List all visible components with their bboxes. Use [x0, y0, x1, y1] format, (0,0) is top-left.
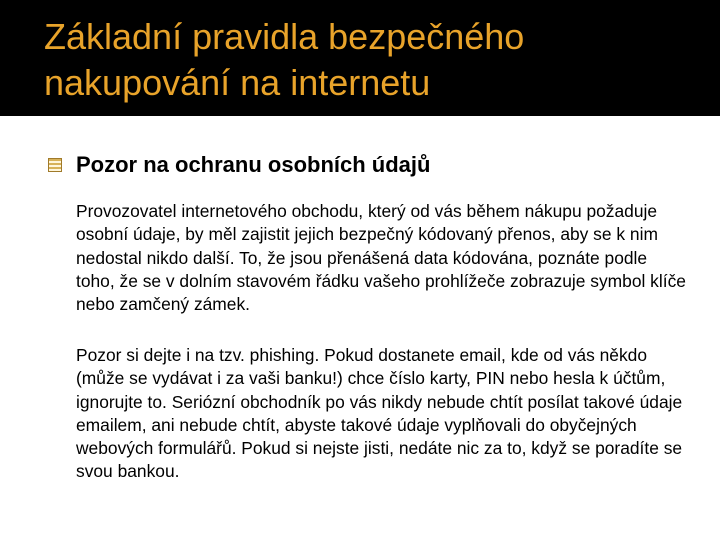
square-bullet-icon: [48, 158, 62, 172]
paragraph-phishing: Pozor si dejte i na tzv. phishing. Pokud dostanete email, kde od vás někdo (může se vydávat i za vaši banku!) chce číslo karty, PIN nebo hesla k účtům, ignorujte to. Seriózní obchodník po vás nikdy nebude chtít posílat takové údaje emailem, ani nebude chtít, abyste takové údaje vyplňovali do obyčejných webových formulářů. Pokud si nejste jisti, nedáte nic za to, když se poradíte se svou bankou.: [76, 345, 683, 482]
slide-title: Základní pravidla bezpečného nakupování na internetu: [44, 16, 525, 103]
bullet-item: [48, 150, 688, 180]
paragraph-secure-transfer: Provozovatel internetového obchodu, který od vás během nákupu požaduje osobní údaje, by měl zajistit jejich bezpečný kódovaný přenos, aby se k nim nedostal nikdo další. To, že jsou přenášená data kódována, poznáte podle toho, že se v dolním stavovém řádku vašeho prohlížeče zobrazuje symbol klíče nebo zamčený zámek.: [76, 201, 686, 315]
bullet-heading: Pozor na ochranu osobních údajů: [76, 152, 431, 177]
title-band: [0, 0, 720, 116]
